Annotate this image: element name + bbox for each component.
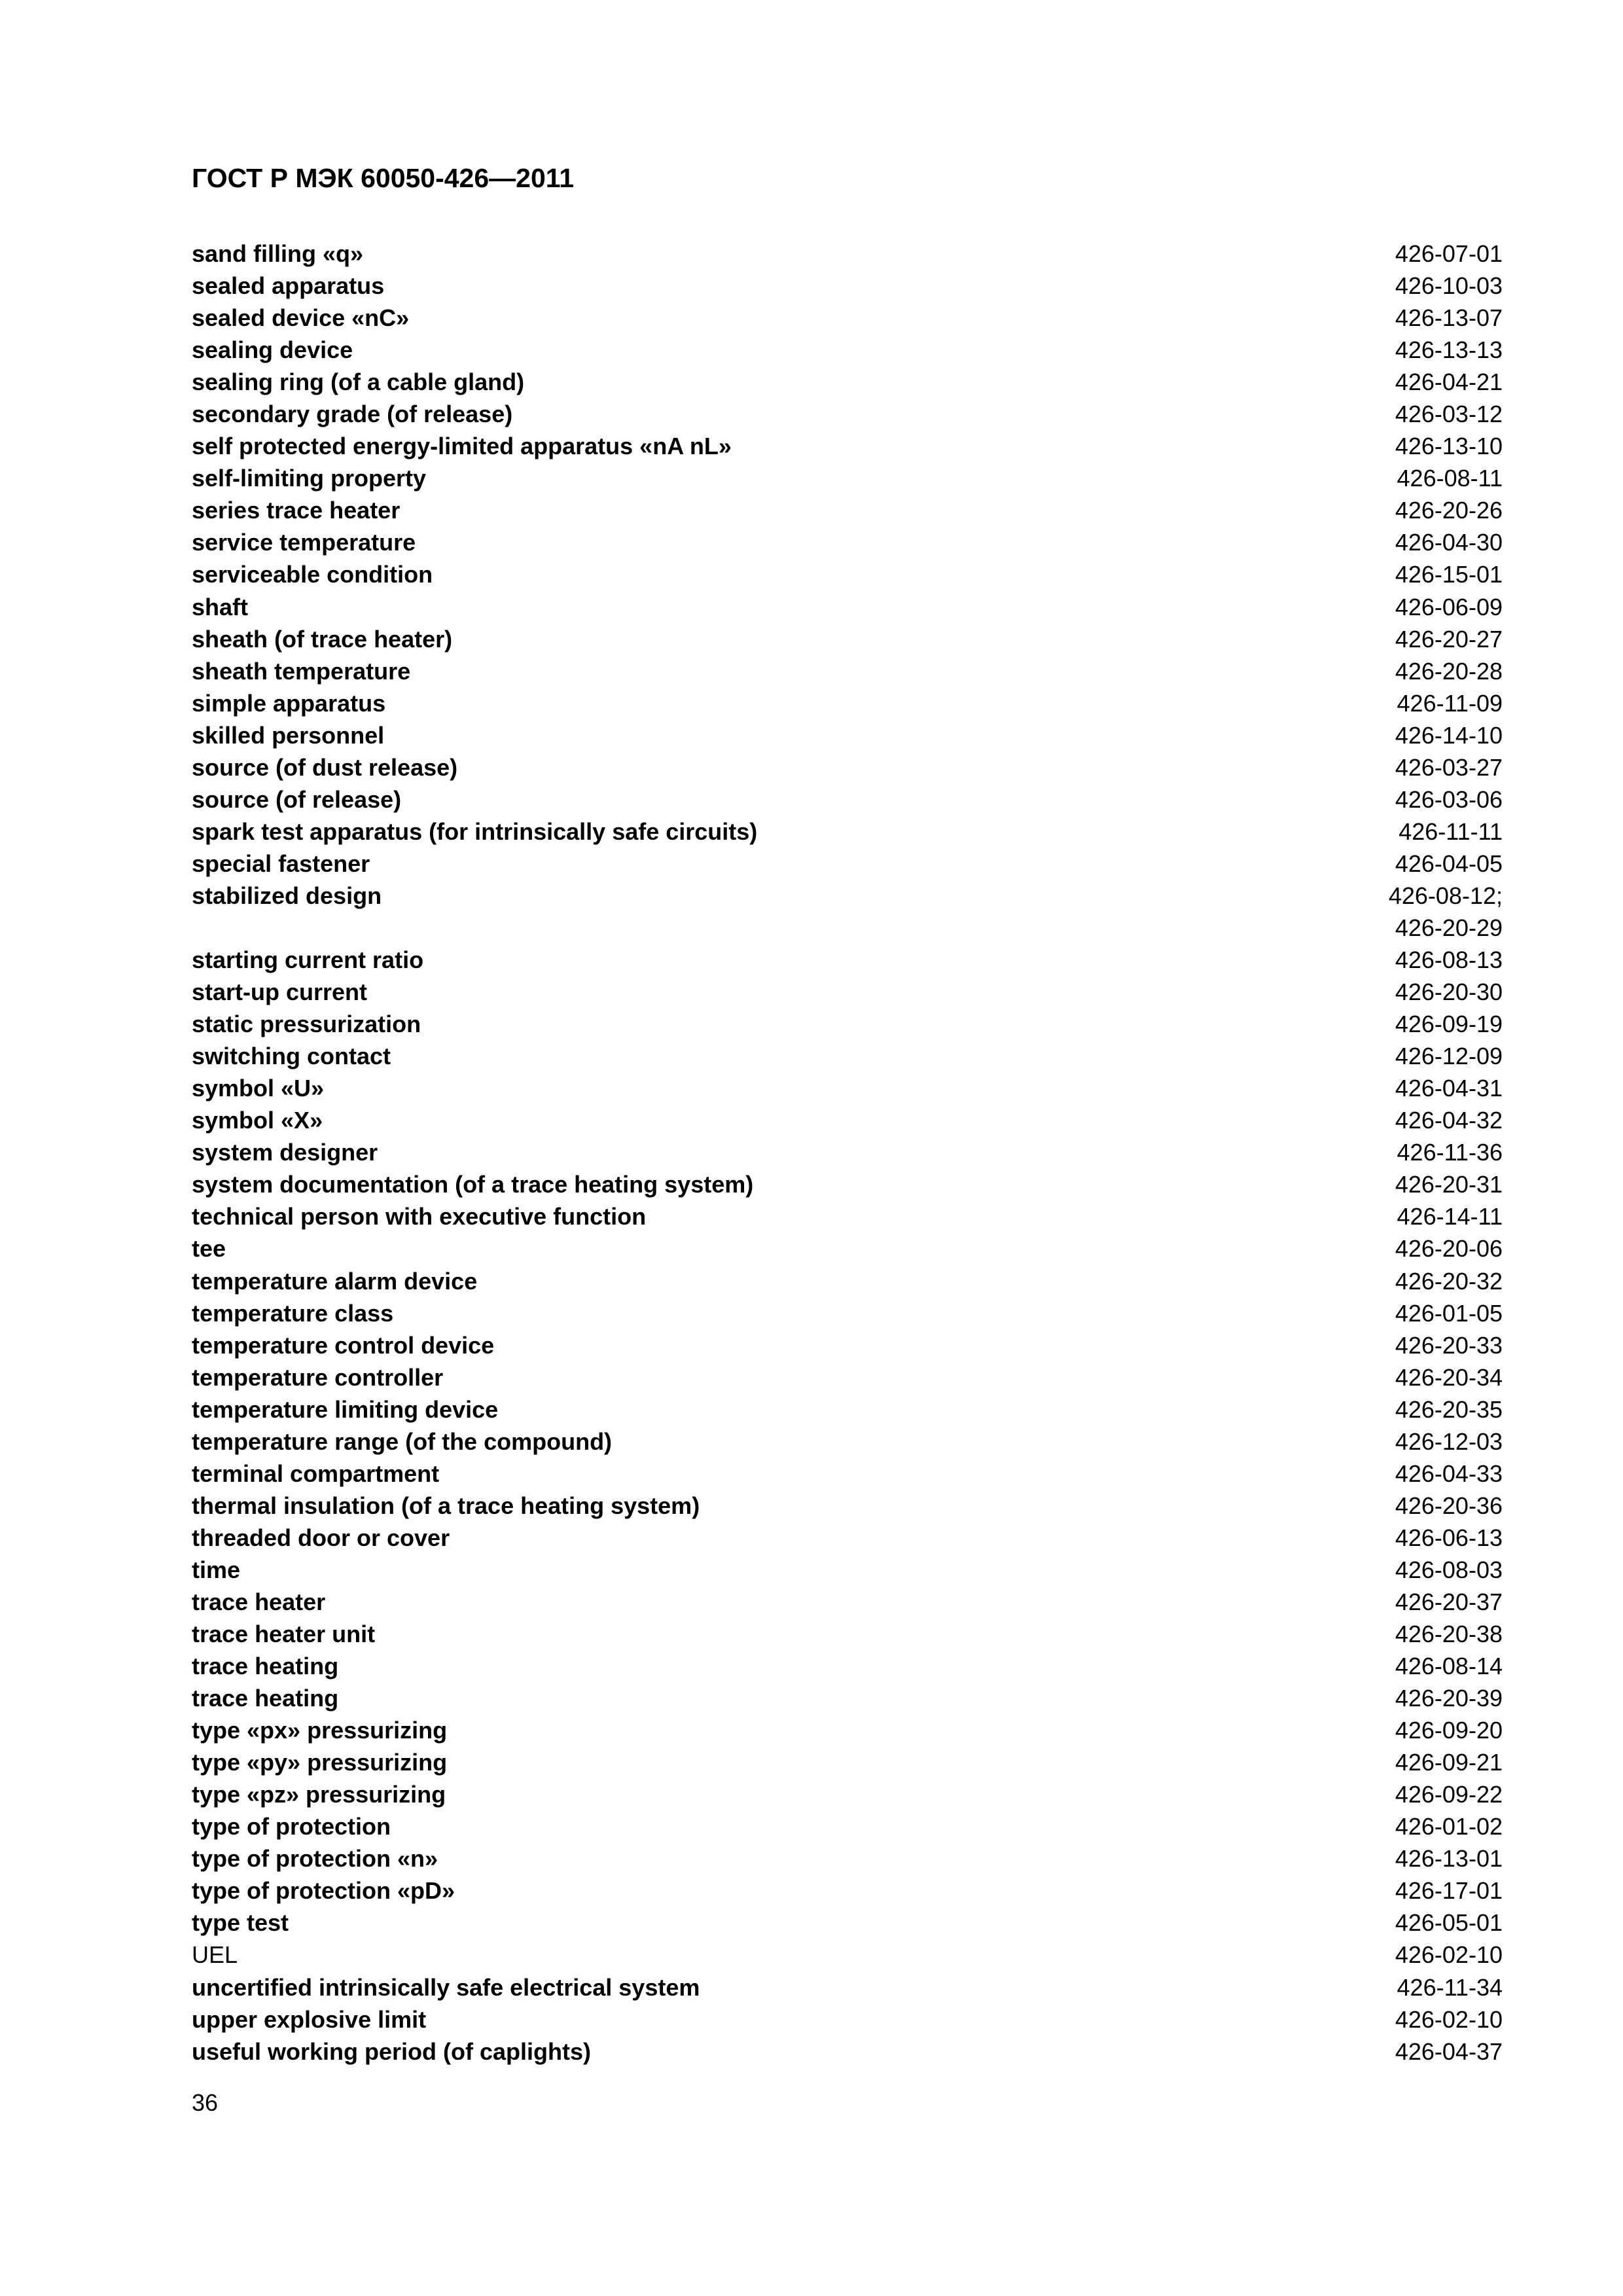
entry-term: type test [192, 1909, 289, 1937]
entry-code: 426-04-05 [1395, 850, 1503, 877]
entry-term: technical person with executive function [192, 1203, 647, 1230]
entry-term: start-up current [192, 978, 368, 1006]
entry-code: 426-09-19 [1395, 1011, 1503, 1038]
index-entry [192, 880, 1503, 912]
index-entry [192, 1490, 1503, 1522]
entry-code: 426-08-11 [1397, 465, 1503, 492]
entry-code: 426-20-31 [1395, 1171, 1503, 1198]
entry-code: 426-17-01 [1395, 1877, 1503, 1905]
entry-term: shaft [192, 593, 249, 620]
entry-term: symbol «X» [192, 1107, 323, 1134]
entry-term: type of protection [192, 1813, 391, 1840]
index-entry [192, 1297, 1503, 1329]
entry-code: 426-13-01 [1395, 1845, 1503, 1873]
entry-term: temperature range (of the compound) [192, 1427, 613, 1455]
entry-code: 426-20-39 [1395, 1685, 1503, 1712]
entry-code: 426-13-13 [1395, 336, 1503, 364]
index-entry [192, 1522, 1503, 1554]
entry-term: tee [192, 1235, 226, 1263]
entry-code: 426-14-11 [1397, 1203, 1503, 1230]
entry-code: 426-20-30 [1395, 978, 1503, 1006]
entry-term: system documentation (of a trace heating system) [192, 1171, 754, 1198]
entry-term: secondary grade (of release) [192, 401, 513, 428]
index-entry [192, 1778, 1503, 1810]
index-entry [192, 2003, 1503, 2036]
entry-term: static pressurization [192, 1011, 421, 1038]
entry-term: self-limiting property [192, 465, 427, 492]
entry-code: 426-20-29 [1395, 914, 1503, 941]
entry-term: temperature control device [192, 1331, 495, 1359]
entry-code: 426-08-12; [1388, 882, 1503, 909]
entry-term: sand filling «q» [192, 240, 364, 267]
entry-code: 426-07-01 [1395, 240, 1503, 267]
entry-term: skilled personnel [192, 721, 385, 749]
index-entry [192, 751, 1503, 783]
entry-code: 426-12-09 [1395, 1043, 1503, 1070]
entry-term: type of protection «n» [192, 1845, 438, 1873]
entry-code: 426-20-27 [1395, 625, 1503, 653]
index-entry [192, 238, 1503, 270]
index-entry [192, 270, 1503, 302]
entry-term: symbol «U» [192, 1075, 325, 1102]
entry-code: 426-05-01 [1395, 1909, 1503, 1937]
entry-term: switching contact [192, 1043, 391, 1070]
entry-code: 426-08-14 [1395, 1653, 1503, 1680]
index-entry [192, 1104, 1503, 1136]
entry-code: 426-12-03 [1395, 1427, 1503, 1455]
index-entry [192, 783, 1503, 816]
entry-code: 426-20-38 [1395, 1621, 1503, 1648]
entry-term: type «px» pressurizing [192, 1717, 448, 1744]
entry-code: 426-11-34 [1397, 1973, 1503, 2001]
index-entry [192, 526, 1503, 558]
entry-term: trace heater [192, 1588, 326, 1615]
entry-term: thermal insulation (of a trace heating system) [192, 1492, 700, 1519]
entry-code: 426-20-28 [1395, 657, 1503, 685]
index-entry [192, 1040, 1503, 1072]
index-entry [192, 687, 1503, 719]
entry-code: 426-04-32 [1395, 1107, 1503, 1134]
entry-term: type of protection «pD» [192, 1877, 455, 1905]
entry-code: 426-14-10 [1395, 721, 1503, 749]
index-entry [192, 1232, 1503, 1265]
entry-code: 426-20-32 [1395, 1267, 1503, 1295]
entry-term: temperature alarm device [192, 1267, 478, 1295]
index-entry [192, 558, 1503, 590]
entry-code: 426-20-37 [1395, 1588, 1503, 1615]
entry-code: 426-01-02 [1395, 1813, 1503, 1840]
entry-code: 426-04-31 [1395, 1075, 1503, 1102]
entry-term: temperature limiting device [192, 1395, 499, 1423]
entry-term: spark test apparatus (for intrinsically safe circuits) [192, 817, 758, 845]
entry-term: service temperature [192, 529, 416, 556]
entry-term: series trace heater [192, 497, 401, 524]
index-entry [192, 976, 1503, 1008]
entry-term: useful working period (of caplights) [192, 2037, 592, 2065]
entry-term: type «py» pressurizing [192, 1749, 448, 1776]
entry-code: 426-04-21 [1395, 368, 1503, 396]
index-entry [192, 655, 1503, 687]
document-header: ГОСТ Р МЭК 60050-426—2011 [192, 163, 575, 193]
entry-term: source (of dust release) [192, 753, 458, 781]
index-entry [192, 912, 1503, 944]
index-entry [192, 1842, 1503, 1874]
entry-term: stabilized design [192, 882, 382, 909]
entry-code: 426-20-35 [1395, 1395, 1503, 1423]
index-entry [192, 1746, 1503, 1778]
index-entry [192, 366, 1503, 398]
index-entry [192, 1458, 1503, 1490]
entry-term: source (of release) [192, 785, 402, 813]
entry-code: 426-03-06 [1395, 785, 1503, 813]
index-entry [192, 944, 1503, 976]
index-entry [192, 1200, 1503, 1232]
entry-code: 426-04-37 [1395, 2037, 1503, 2065]
entry-term: starting current ratio [192, 946, 424, 974]
entry-term: trace heater unit [192, 1621, 376, 1648]
entry-term: simple apparatus [192, 689, 386, 717]
entry-code: 426-15-01 [1395, 561, 1503, 588]
entry-term: type «pz» pressurizing [192, 1781, 446, 1808]
entry-term: temperature class [192, 1299, 394, 1327]
entry-code: 426-20-33 [1395, 1331, 1503, 1359]
entry-code: 426-10-03 [1395, 272, 1503, 300]
entry-term: UEL [192, 1941, 238, 1969]
index-entry [192, 1329, 1503, 1361]
entry-code: 426-08-03 [1395, 1556, 1503, 1583]
index-entry [192, 1072, 1503, 1104]
index-entry [192, 1682, 1503, 1714]
entry-code: 426-01-05 [1395, 1299, 1503, 1327]
entry-term: self protected energy-limited apparatus «nA nL» [192, 433, 732, 460]
index-entry [192, 462, 1503, 494]
entry-code: 426-04-33 [1395, 1460, 1503, 1487]
page-number: 36 [192, 2089, 219, 2116]
entry-code: 426-09-21 [1395, 1749, 1503, 1776]
entry-code: 426-20-26 [1395, 497, 1503, 524]
entry-term: trace heating [192, 1653, 339, 1680]
index-entry [192, 1874, 1503, 1907]
index-entry [192, 2036, 1503, 2068]
index-entry [192, 1265, 1503, 1297]
entry-term: serviceable condition [192, 561, 433, 588]
index-entry [192, 334, 1503, 366]
entry-term: sheath temperature [192, 657, 411, 685]
entry-term: threaded door or cover [192, 1524, 450, 1551]
index-entry [192, 1618, 1503, 1650]
entry-term: sheath (of trace heater) [192, 625, 453, 653]
index-entry [192, 1008, 1503, 1040]
entry-code: 426-08-13 [1395, 946, 1503, 974]
entry-term: time [192, 1556, 241, 1583]
entry-code: 426-03-27 [1395, 753, 1503, 781]
entry-code: 426-13-07 [1395, 304, 1503, 332]
entry-code: 426-06-13 [1395, 1524, 1503, 1551]
entry-term: sealing ring (of a cable gland) [192, 368, 525, 396]
index-entry [192, 1586, 1503, 1618]
entry-code: 426-06-09 [1395, 593, 1503, 620]
entry-code: 426-13-10 [1395, 433, 1503, 460]
entry-code: 426-09-20 [1395, 1717, 1503, 1744]
entry-code: 426-02-10 [1395, 2005, 1503, 2033]
index-entry [192, 1554, 1503, 1586]
entry-code: 426-11-09 [1397, 689, 1503, 717]
entry-code: 426-03-12 [1395, 401, 1503, 428]
index-entry [192, 1907, 1503, 1939]
entry-term: uncertified intrinsically safe electrical system [192, 1973, 700, 2001]
entry-term: trace heating [192, 1685, 339, 1712]
index-entry [192, 1426, 1503, 1458]
index-entry [192, 1939, 1503, 1971]
entry-term: sealed device «nC» [192, 304, 410, 332]
index-entry [192, 1361, 1503, 1393]
index-entry [192, 1971, 1503, 2003]
entry-code: 426-11-36 [1397, 1139, 1503, 1166]
entry-term: sealing device [192, 336, 353, 364]
entry-term: system designer [192, 1139, 378, 1166]
index-entry [192, 1714, 1503, 1746]
index-entry [192, 623, 1503, 655]
entry-code: 426-09-22 [1395, 1781, 1503, 1808]
index-entry [192, 302, 1503, 334]
index-entry [192, 430, 1503, 462]
entry-code: 426-04-30 [1395, 529, 1503, 556]
entry-code: 426-20-06 [1395, 1235, 1503, 1263]
index-entry [192, 1393, 1503, 1426]
index-entry [192, 591, 1503, 623]
entry-term: sealed apparatus [192, 272, 385, 300]
index-entry [192, 816, 1503, 848]
index-entry [192, 848, 1503, 880]
index-entry [192, 719, 1503, 751]
entry-code: 426-02-10 [1395, 1941, 1503, 1969]
index-entry [192, 398, 1503, 430]
index-entry [192, 494, 1503, 526]
entry-code: 426-20-34 [1395, 1363, 1503, 1391]
entry-code: 426-20-36 [1395, 1492, 1503, 1519]
entry-term: temperature controller [192, 1363, 444, 1391]
entry-term: terminal compartment [192, 1460, 440, 1487]
entry-term: upper explosive limit [192, 2005, 427, 2033]
index-entry [192, 1136, 1503, 1168]
term-index-list [192, 238, 1503, 2068]
index-entry [192, 1650, 1503, 1682]
entry-term: special fastener [192, 850, 370, 877]
index-entry [192, 1168, 1503, 1200]
entry-code: 426-11-11 [1399, 817, 1503, 845]
index-entry [192, 1810, 1503, 1842]
